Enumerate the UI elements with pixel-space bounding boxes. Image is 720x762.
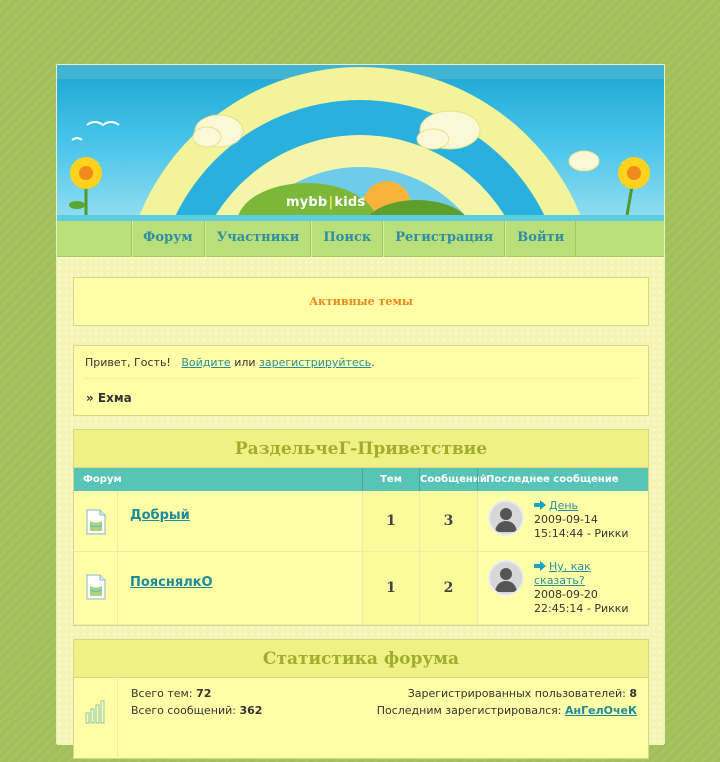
topic-count: 1 (362, 491, 419, 551)
forum-category (73, 429, 649, 626)
arrow-right-icon (534, 500, 546, 510)
welcome-box (73, 345, 649, 416)
forum-row (74, 552, 648, 625)
page-wrapper (56, 64, 665, 744)
last-post-time-author: 22:45:14 - Рикки (534, 602, 629, 615)
forum-row (74, 491, 648, 552)
forum-stats-box (73, 639, 649, 759)
category-title[interactable]: РаздельчеГ-Приветствие (74, 430, 648, 468)
active-topics-link[interactable]: Активные темы (309, 295, 413, 308)
breadcrumb: » Ехма (86, 391, 132, 405)
newest-member-link[interactable]: АнГелОчеК (565, 704, 637, 717)
forum-table-header (74, 468, 648, 491)
forum-status-cell (74, 491, 118, 551)
post-count: 3 (419, 491, 477, 551)
header-last-post: Последнее сообщение (477, 468, 649, 491)
stat-newest-member: Последним зарегистрировался: АнГелОчеК (376, 704, 637, 717)
nav-members[interactable]: Участники (205, 221, 312, 257)
last-post-link[interactable]: День (549, 499, 579, 512)
topic-count: 1 (362, 552, 419, 624)
main-navigation (57, 221, 664, 257)
forum-link[interactable]: ПояснялкО (130, 575, 213, 590)
arrow-right-icon (534, 561, 546, 571)
nav-search[interactable]: Поиск (311, 221, 383, 257)
last-post-date: 2008-09-20 (534, 588, 598, 601)
last-post-link[interactable]: Ну, как сказать? (534, 560, 591, 587)
stat-registered-users: Зарегистрированных пользователей: 8 (407, 687, 637, 700)
last-post-time-author: 15:14:44 - Рикки (534, 527, 629, 540)
header-topics: Тем (362, 468, 419, 491)
active-topics-box (73, 277, 649, 326)
or-text: или (234, 356, 256, 369)
register-link[interactable]: зарегистрируйтесь (259, 356, 372, 369)
nav-forum[interactable]: Форум (131, 221, 205, 257)
forum-read-icon (85, 574, 107, 600)
last-post-cell (477, 552, 649, 624)
avatar[interactable] (488, 500, 524, 536)
stat-total-topics: Всего тем: 72 (131, 687, 212, 700)
bar-chart-icon (74, 679, 118, 759)
login-link[interactable]: Войдите (181, 356, 231, 369)
rainbow-illustration (57, 65, 664, 215)
forum-link[interactable]: Добрый (130, 508, 190, 523)
stats-title: Статистика форума (74, 640, 648, 678)
nav-login[interactable]: Войти (505, 221, 576, 257)
last-post-info (534, 560, 614, 602)
stats-cell (74, 679, 118, 759)
avatar[interactable] (488, 560, 524, 596)
header-posts: Сообщений (419, 468, 477, 491)
divider (84, 378, 638, 379)
forum-read-icon (85, 509, 107, 535)
forum-status-cell (74, 552, 118, 624)
header-banner (57, 65, 664, 215)
main-content (57, 259, 664, 745)
header-forum: Форум (83, 474, 122, 485)
last-post-info (534, 499, 646, 541)
site-logo[interactable]: mybb|kids (286, 195, 366, 210)
welcome-line: Привет, Гость! Войдите или зарегистрируйтесь. (85, 356, 375, 369)
greeting-text: Привет, Гость! (85, 356, 171, 369)
last-post-cell (477, 491, 649, 551)
last-post-info-2 (534, 602, 650, 616)
post-count: 2 (419, 552, 477, 624)
last-post-date: 2009-09-14 (534, 513, 598, 526)
stat-total-posts: Всего сообщений: 362 (131, 704, 263, 717)
nav-register[interactable]: Регистрация (383, 221, 505, 257)
